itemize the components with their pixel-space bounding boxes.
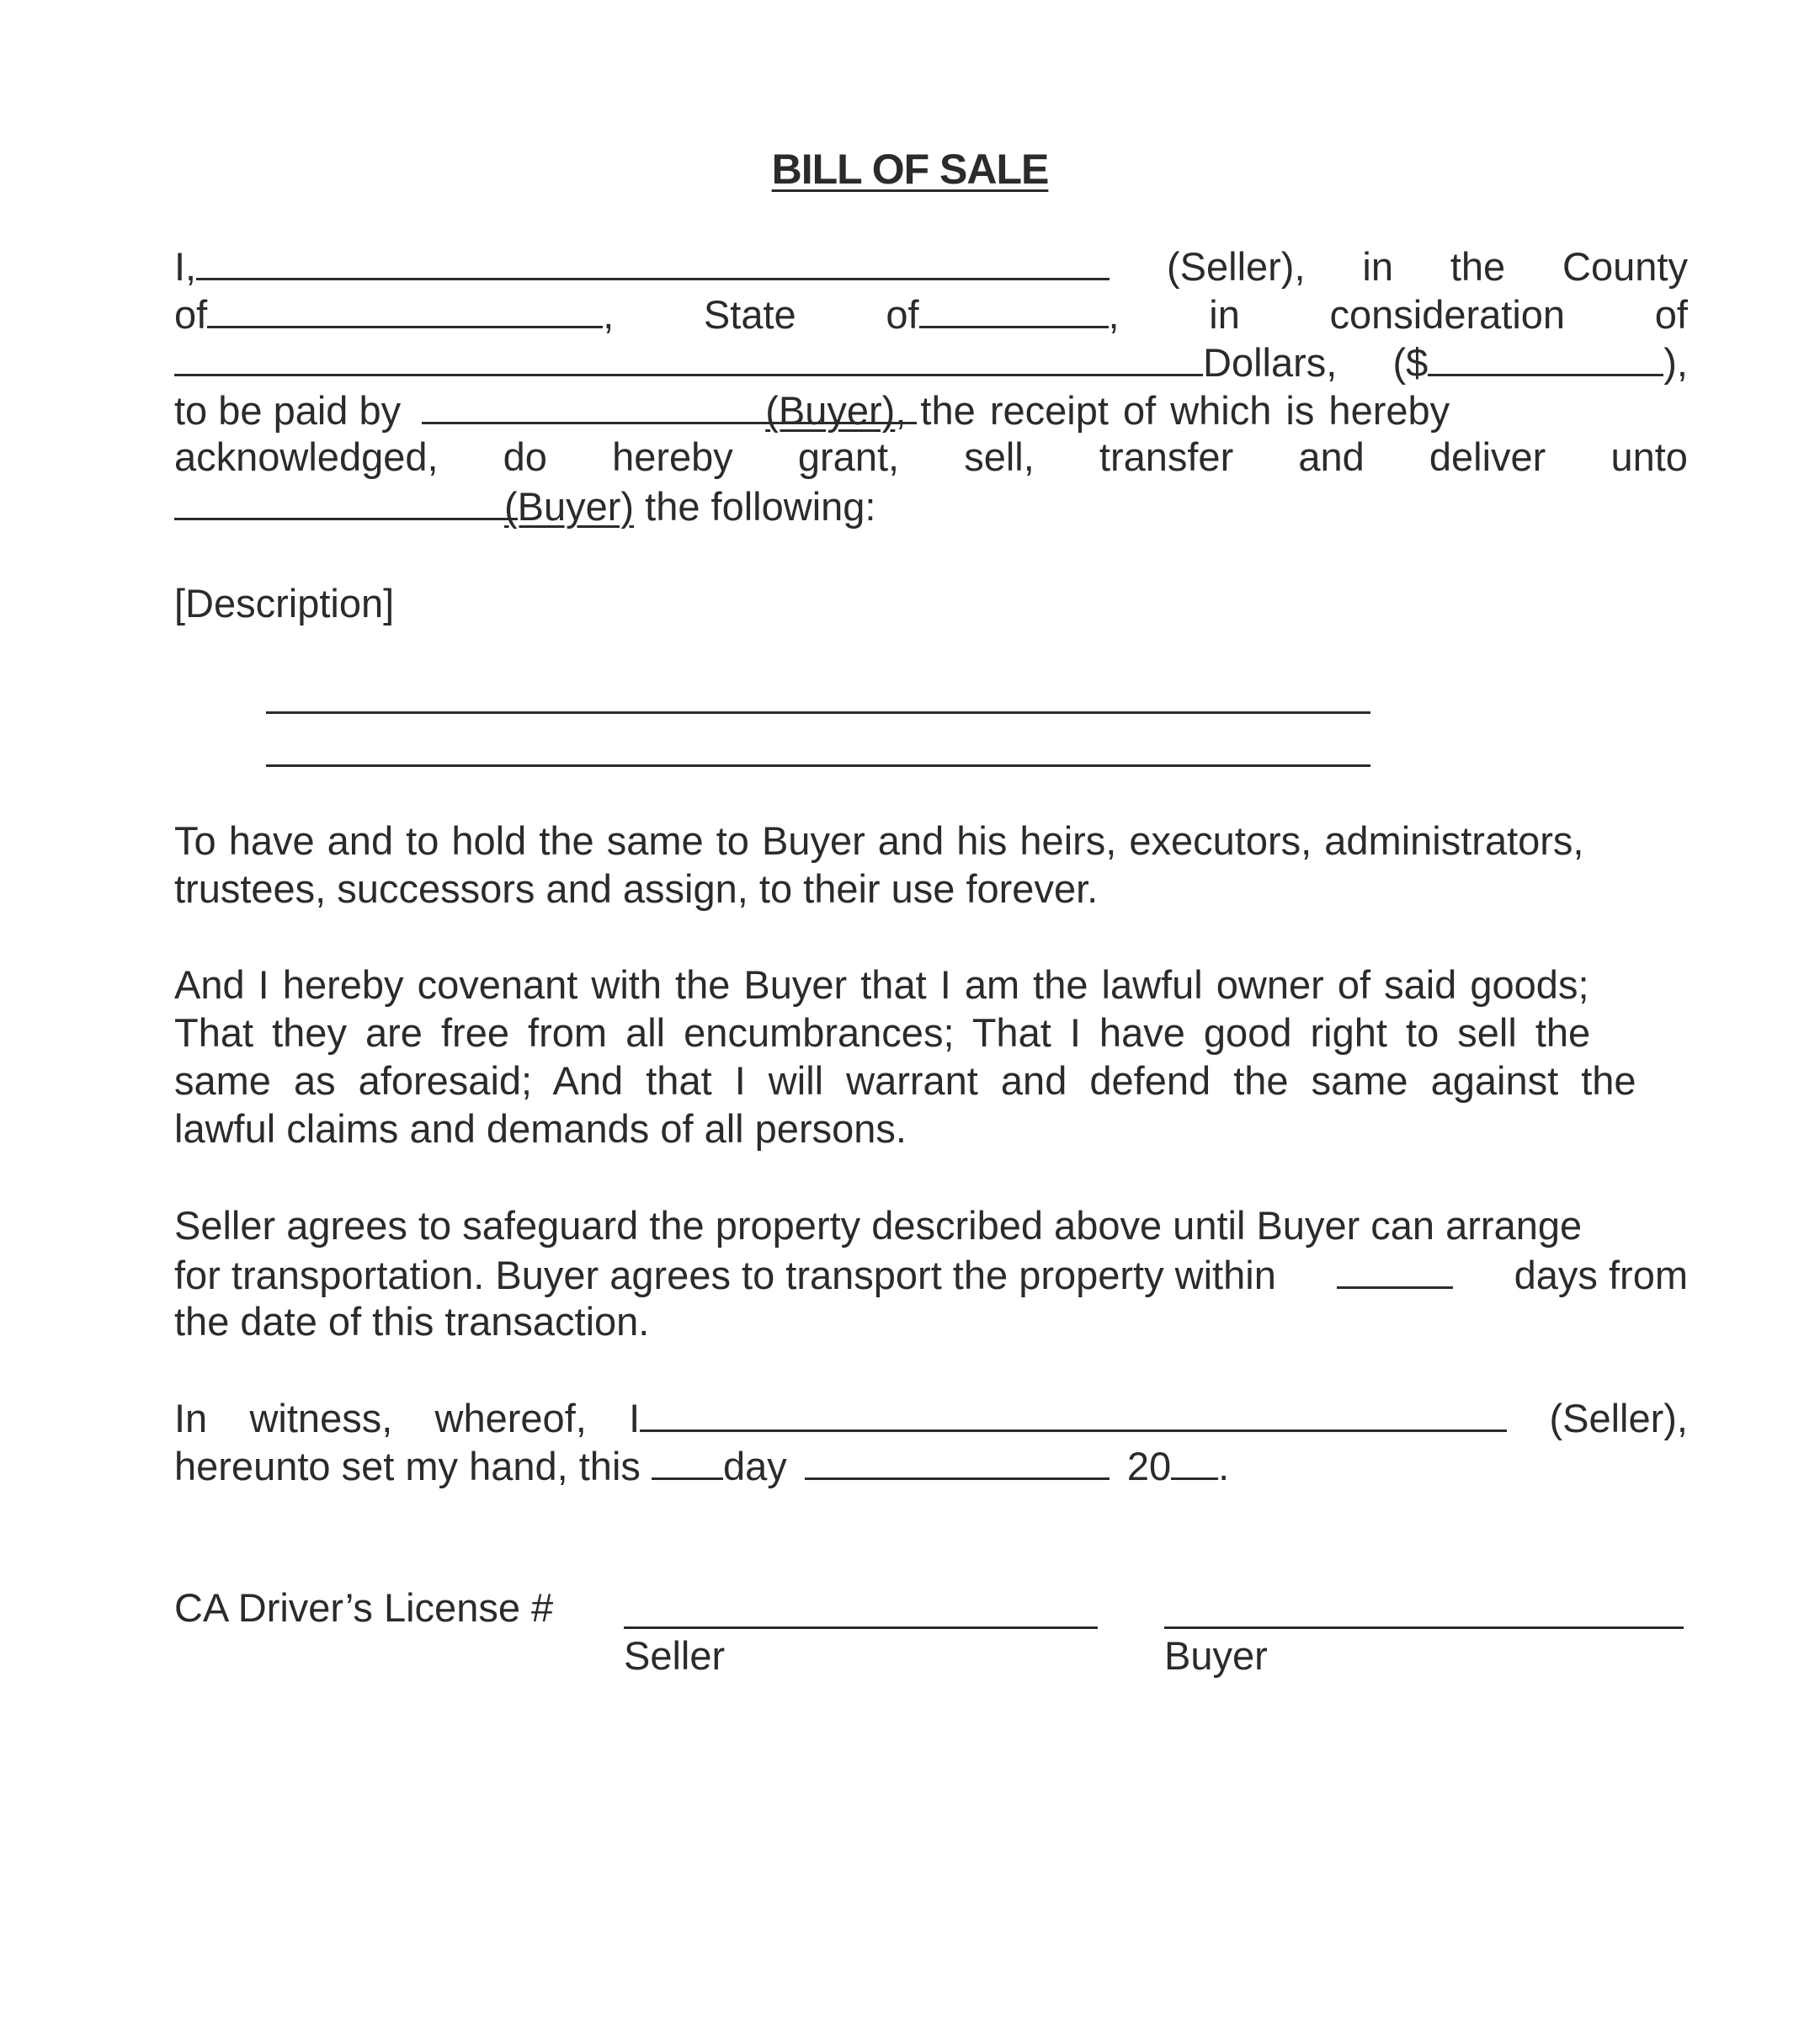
clause-line-6: (Buyer) the following: xyxy=(174,481,1688,530)
i-label: I, xyxy=(174,244,197,289)
witness-line-1: In witness, whereof, I (Seller), xyxy=(174,1392,1688,1441)
covenant-line-2: That they are free from all encumbrances; That I have good right to sell the xyxy=(174,1010,1591,1055)
seller-name-field[interactable] xyxy=(196,241,1110,280)
buyer-tag: (Buyer) xyxy=(765,388,896,433)
document-title: BILL OF SALE xyxy=(771,146,1049,193)
clause-line-1: I, (Seller), in the County xyxy=(174,241,1688,290)
covenant-line-1: And I hereby covenant with the Buyer that I am the lawful owner of said goods; xyxy=(174,962,1589,1007)
clause-line-5: acknowledged, do hereby grant, sell, transfer and deliver unto xyxy=(174,434,1688,479)
state-field[interactable] xyxy=(919,289,1109,328)
year-field[interactable] xyxy=(1171,1440,1218,1480)
drivers-license-label: CA Driver’s License # xyxy=(174,1585,554,1630)
safeguard-line-2: for transportation. Buyer agrees to transport the property within days from xyxy=(174,1249,1688,1298)
transport-days-field[interactable] xyxy=(1337,1249,1453,1289)
description-line-2[interactable] xyxy=(266,764,1370,767)
seller-tag: (Seller), xyxy=(1166,244,1306,289)
description-line-1[interactable] xyxy=(266,711,1370,714)
covenant-line-4: lawful claims and demands of all persons. xyxy=(174,1106,907,1151)
safeguard-line-1: Seller agrees to safeguard the property described above until Buyer can arrange xyxy=(174,1203,1583,1248)
buyer-name-field-2[interactable] xyxy=(174,481,518,520)
buyer-signature-line[interactable] xyxy=(1164,1626,1684,1629)
month-field[interactable] xyxy=(805,1440,1110,1480)
seller-signature-line[interactable] xyxy=(624,1626,1098,1629)
witness-seller-name-field[interactable] xyxy=(640,1392,1507,1432)
clause-line-3: Dollars, ($ ), xyxy=(174,337,1688,386)
safeguard-line-3: the date of this transaction. xyxy=(174,1299,650,1344)
witness-line-2: hereunto set my hand, this day 20 . xyxy=(174,1440,1688,1489)
amount-words-field[interactable] xyxy=(174,337,1203,376)
covenant-line-3: same as aforesaid; And that I will warrant and defend the same against the xyxy=(174,1058,1636,1103)
county-field[interactable] xyxy=(207,289,603,328)
day-field[interactable] xyxy=(652,1440,723,1480)
clause-line-4: to be paid by (Buyer), the receipt of which is hereby xyxy=(174,385,1688,434)
description-label: [Description] xyxy=(174,581,395,626)
clause-line-2: of , State of , in consideration of xyxy=(174,289,1688,338)
buyer-tag-2: (Buyer) xyxy=(504,484,635,529)
hold-paragraph-line-1: To have and to hold the same to Buyer and his heirs, executors, administrators, xyxy=(174,818,1584,863)
hold-paragraph-line-2: trustees, successors and assign, to their use forever. xyxy=(174,866,1099,911)
amount-number-field[interactable] xyxy=(1428,337,1663,376)
seller-signature-label: Seller xyxy=(624,1633,726,1678)
buyer-signature-label: Buyer xyxy=(1164,1633,1268,1678)
